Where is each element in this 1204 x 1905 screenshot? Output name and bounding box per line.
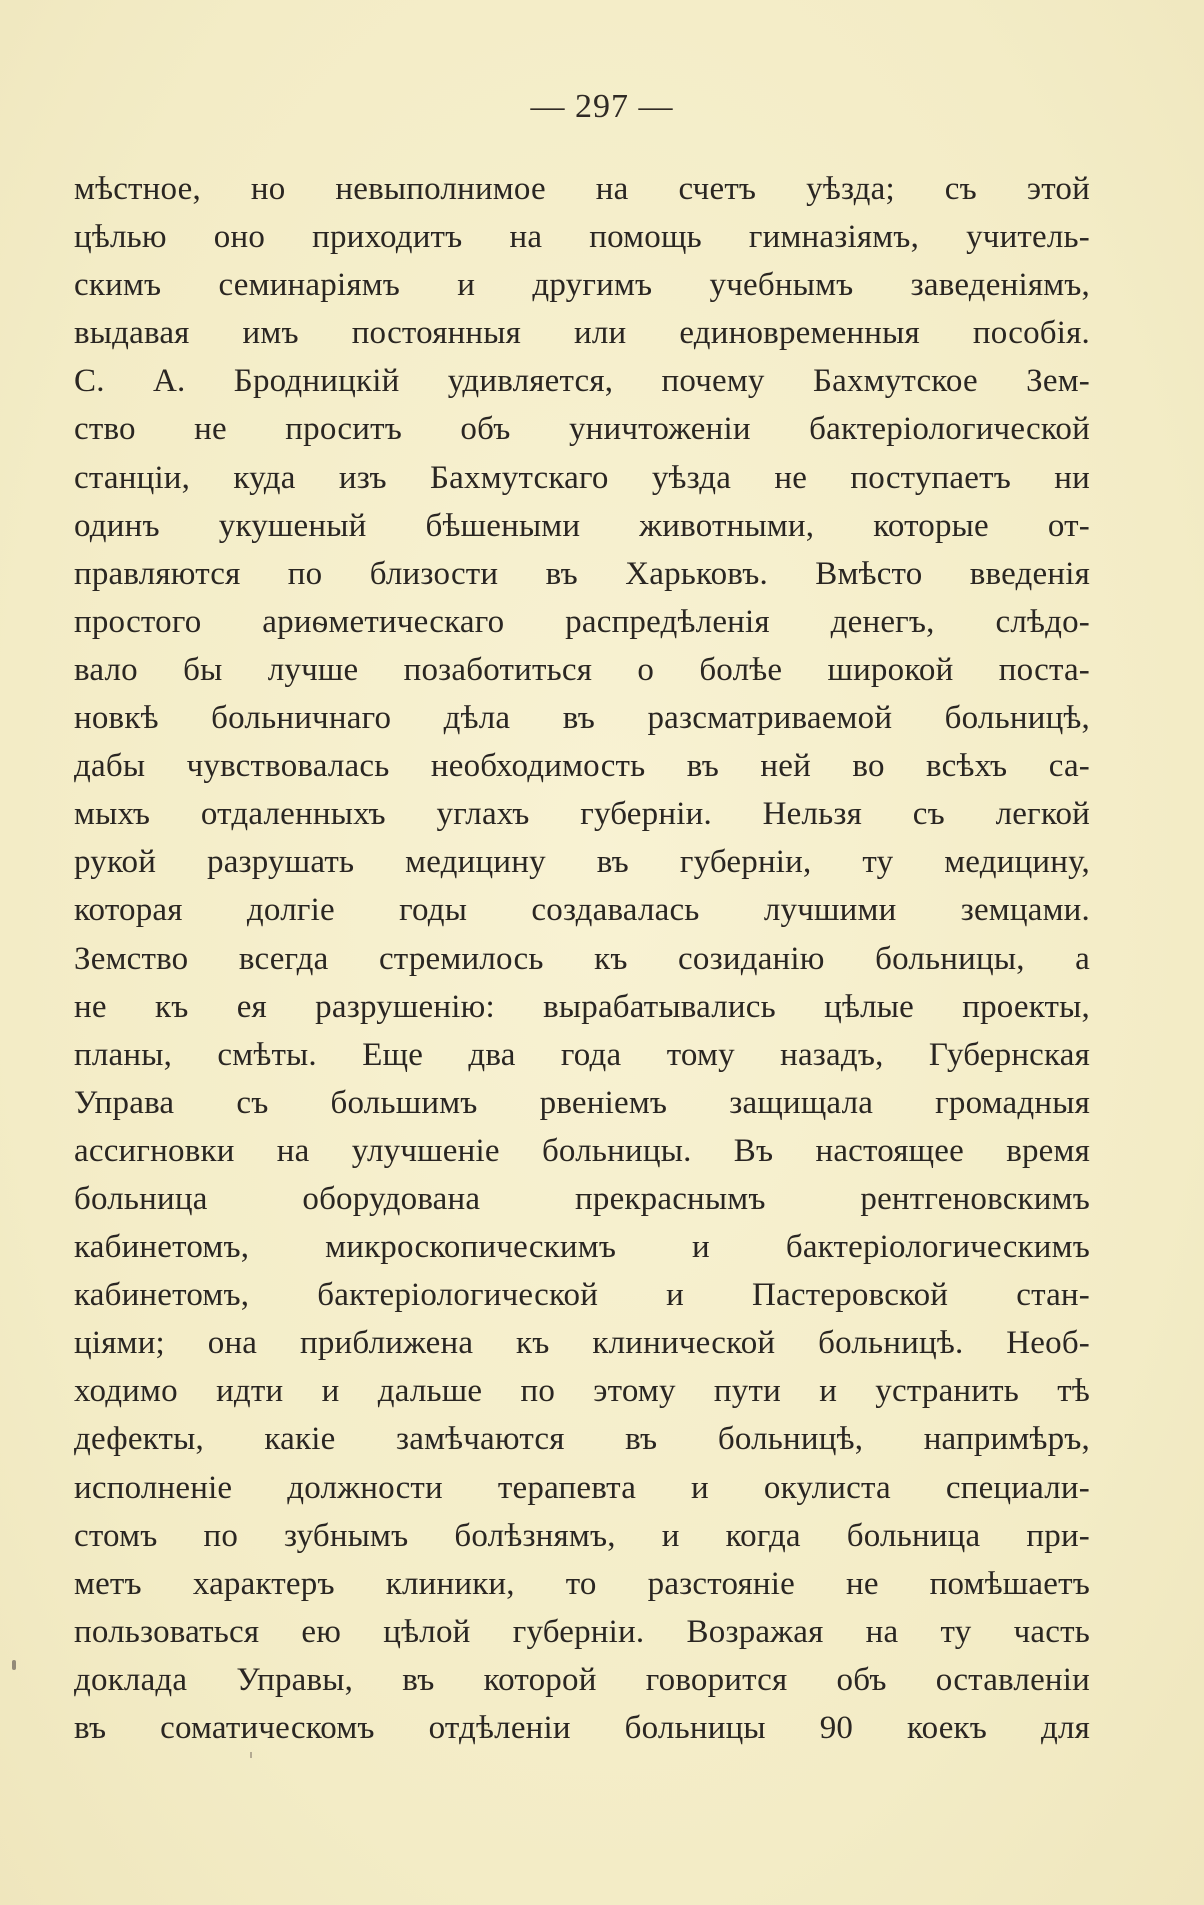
text-line: исполненіе должности терапевта и окулиста специали- — [74, 1469, 1090, 1506]
text-line: дефекты, какіе замѣчаются въ больницѣ, напримѣръ, — [74, 1421, 1090, 1458]
text-line: цѣлью оно приходитъ на помощь гимназіямъ, учитель- — [74, 219, 1090, 256]
text-line: кабинетомъ, бактеріологической и Пастеровской стан- — [74, 1277, 1090, 1314]
text-line: ассигновки на улучшеніе больницы. Въ настоящее время — [74, 1132, 1090, 1169]
text-line: Управа съ большимъ рвеніемъ защищала громадныя — [74, 1084, 1090, 1121]
text-line: станціи, куда изъ Бахмутскаго уѣзда не поступаетъ ни — [74, 459, 1090, 496]
margin-mark — [12, 1660, 16, 1670]
text-line: Земство всегда стремилось къ созиданію больницы, а — [74, 940, 1090, 977]
text-line: метъ характеръ клиники, то разстояніе не помѣшаетъ — [74, 1565, 1090, 1602]
text-line: въ соматическомъ отдѣленіи больницы 90 коекъ для — [74, 1710, 1090, 1746]
text-line: вало бы лучше позаботиться о болѣе широкой поста- — [74, 651, 1090, 688]
page-number: — 297 — — [530, 88, 674, 125]
text-line: планы, смѣты. Еще два года тому назадъ, Губернская — [74, 1036, 1090, 1073]
text-line: дабы чувствовалась необходимость въ ней во всѣхъ са- — [74, 748, 1090, 785]
text-line: мыхъ отдаленныхъ углахъ губерніи. Нельзя съ легкой — [74, 796, 1090, 833]
text-line: кабинетомъ, микроскопическимъ и бактеріологическимъ — [74, 1229, 1090, 1266]
text-line: мѣстное, но невыполнимое на счетъ уѣзда; съ этой — [74, 171, 1090, 207]
text-line: пользоваться ею цѣлой губерніи. Возражая на ту часть — [74, 1613, 1090, 1650]
text-line: простого ариѳметическаго распредѣленія денегъ, слѣдо- — [74, 603, 1090, 640]
text-line: стомъ по зубнымъ болѣзнямъ, и когда больница при- — [74, 1517, 1090, 1554]
text-line: новкѣ больничнаго дѣла въ разсматриваемой больницѣ, — [74, 700, 1090, 737]
text-line: доклада Управы, въ которой говорится объ оставленіи — [74, 1661, 1090, 1698]
text-line: не къ ея разрушенію: вырабатывались цѣлые проекты, — [74, 988, 1090, 1025]
text-line: одинъ укушеный бѣшеными животными, которые от- — [74, 507, 1090, 544]
paper-speck — [250, 1752, 252, 1758]
text-line: ходимо идти и дальше по этому пути и устранить тѣ — [74, 1373, 1090, 1410]
text-line: правляются по близости въ Харьковъ. Вмѣсто введенія — [74, 555, 1090, 592]
text-line: рукой разрушать медицину въ губерніи, ту медицину, — [74, 844, 1090, 881]
text-line: С. А. Бродницкій удивляется, почему Бахмутское Зем- — [74, 363, 1090, 400]
text-line: которая долгіе годы создавалась лучшими земцами. — [74, 892, 1090, 929]
text-line: скимъ семинаріямъ и другимъ учебнымъ заведеніямъ, — [74, 267, 1090, 304]
text-line: выдавая имъ постоянныя или единовременныя пособія. — [74, 315, 1090, 352]
text-line: ство не проситъ объ уничтоженіи бактеріологической — [74, 411, 1090, 448]
text-line: больница оборудована прекраснымъ рентгеновскимъ — [74, 1180, 1090, 1217]
body-text — [74, 165, 1090, 1752]
text-line: ціями; она приближена къ клинической больницѣ. Необ- — [74, 1325, 1090, 1362]
